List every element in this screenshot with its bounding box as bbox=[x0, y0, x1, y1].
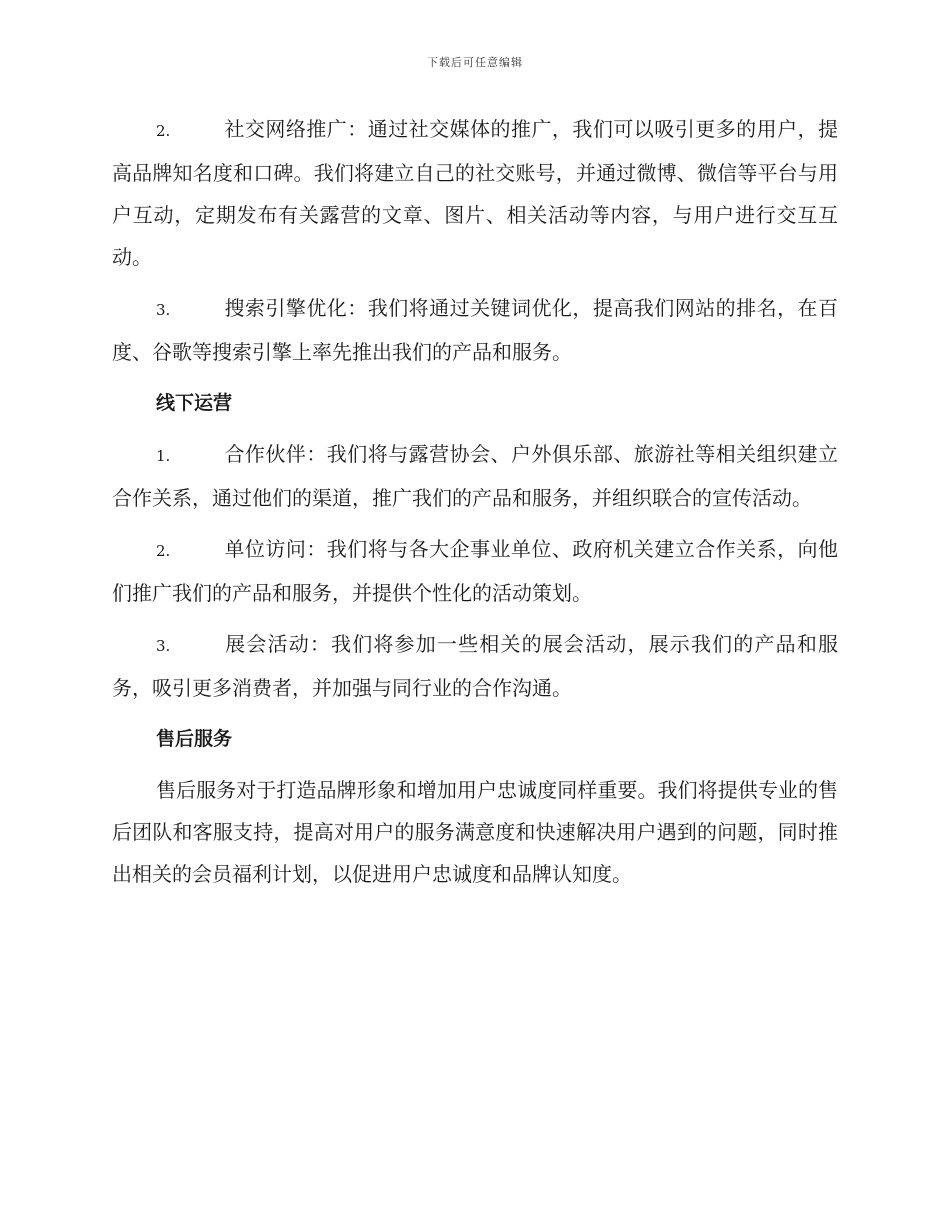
after-sales-paragraph: 售后服务对于打造品牌形象和增加用户忠诚度同样重要。我们将提供专业的售后团队和客服支持，提高对用户的服务满意度和快速解决用户遇到的问题，同时推出相关的会员福利计划，以促进用户忠诚度和品牌认知度。 bbox=[112, 778, 838, 886]
item-number: 3. bbox=[156, 637, 171, 655]
item-text: 合作伙伴：我们将与露营协会、户外俱乐部、旅游社等相关组织建立合作关系，通过他们的渠道，推广我们的产品和服务，并组织联合的宣传活动。 bbox=[112, 442, 838, 510]
item-text: 展会活动：我们将参加一些相关的展会活动，展示我们的产品和服务，吸引更多消费者，并加强与同行业的合作沟通。 bbox=[112, 632, 838, 700]
list-item-social-network bbox=[112, 108, 838, 278]
item-text: 单位访问：我们将与各大企事业单位、政府机关建立合作关系，向他们推广我们的产品和服务，并提供个性化的活动策划。 bbox=[112, 537, 838, 605]
section-heading-offline: 线下运营 bbox=[156, 392, 233, 414]
item-text: 搜索引擎优化：我们将通过关键词优化，提高我们网站的排名，在百度、谷歌等搜索引擎上率先推出我们的产品和服务。 bbox=[112, 296, 838, 364]
item-text: 社交网络推广：通过社交媒体的推广，我们可以吸引更多的用户，提高品牌知名度和口碑。我们将建立自己的社交账号，并通过微博、微信等平台与用户互动，定期发布有关露营的文章、图片、相关活动等内容，与用户进行交互互动。 bbox=[112, 117, 838, 269]
list-item-seo bbox=[112, 287, 838, 373]
list-item-exhibitions bbox=[112, 623, 838, 709]
item-number: 1. bbox=[156, 447, 171, 465]
document-body bbox=[112, 108, 838, 904]
section-heading-after-sales: 售后服务 bbox=[156, 728, 233, 750]
list-item-unit-visits bbox=[112, 528, 838, 614]
list-item-partners bbox=[112, 433, 838, 519]
item-number: 2. bbox=[156, 542, 171, 560]
item-number: 2. bbox=[156, 122, 171, 140]
header-note: 下载后可任意编辑 bbox=[427, 56, 523, 69]
item-number: 3. bbox=[156, 301, 171, 319]
